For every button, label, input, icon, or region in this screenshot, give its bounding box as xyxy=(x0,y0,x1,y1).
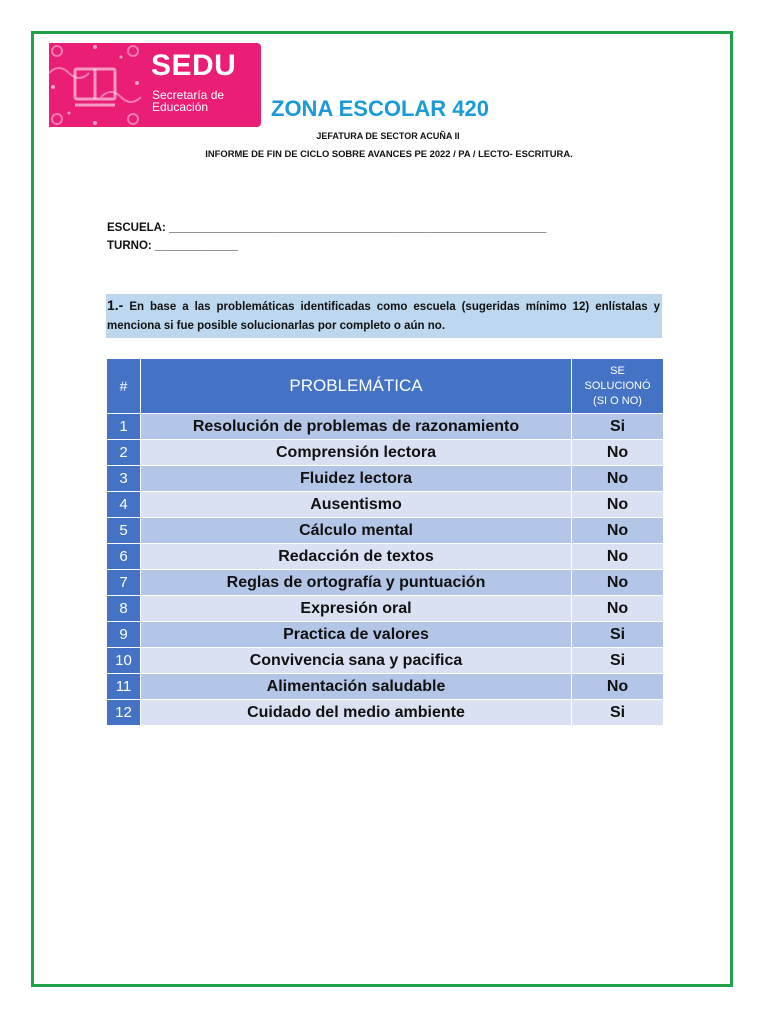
table-row xyxy=(107,414,664,440)
shift-field: TURNO: _____________ xyxy=(107,240,239,252)
row-solved: Si xyxy=(572,622,664,648)
row-solved: No xyxy=(572,674,664,700)
row-solved: No xyxy=(572,518,664,544)
row-solved: No xyxy=(572,596,664,622)
row-number: 3 xyxy=(107,466,141,492)
row-number: 9 xyxy=(107,622,141,648)
table-row xyxy=(107,544,664,570)
report-subtitle: INFORME DE FIN DE CICLO SOBRE AVANCES PE 2022 / PA / LECTO- ESCRITURA. xyxy=(205,148,573,159)
row-number: 7 xyxy=(107,570,141,596)
row-solved: No xyxy=(572,492,664,518)
row-problem: Resolución de problemas de razonamiento xyxy=(141,414,572,440)
header-solved-line-1: SE xyxy=(610,364,625,377)
row-solved: No xyxy=(572,466,664,492)
table-row xyxy=(107,700,664,726)
row-problem: Redacción de textos xyxy=(141,544,572,570)
logo-subtitle-line-1: Secretaría de xyxy=(152,88,225,102)
row-solved: Si xyxy=(572,700,664,726)
row-problem: Cuidado del medio ambiente xyxy=(141,700,572,726)
row-problem: Fluidez lectora xyxy=(141,466,572,492)
row-problem: Practica de valores xyxy=(141,622,572,648)
row-problem: Alimentación saludable xyxy=(141,674,572,700)
row-number: 12 xyxy=(107,700,141,726)
row-problem: Expresión oral xyxy=(141,596,572,622)
row-solved: No xyxy=(572,544,664,570)
header-solved xyxy=(572,359,664,414)
problems-table xyxy=(106,358,664,726)
row-number: 6 xyxy=(107,544,141,570)
table-row xyxy=(107,648,664,674)
row-problem: Comprensión lectora xyxy=(141,440,572,466)
header-solved-line-2: SOLUCIONÓ xyxy=(584,379,651,392)
header-solved-line-3: (SI O NO) xyxy=(593,394,642,407)
row-problem: Cálculo mental xyxy=(141,518,572,544)
row-solved: Si xyxy=(572,648,664,674)
logo-subtitle-line-2: Educación xyxy=(152,100,209,114)
logo-wordmark: SEDU xyxy=(151,49,237,82)
table-row xyxy=(107,466,664,492)
table-row xyxy=(107,518,664,544)
header-number: # xyxy=(107,359,141,414)
row-number: 11 xyxy=(107,674,141,700)
row-number: 5 xyxy=(107,518,141,544)
row-problem: Reglas de ortografía y puntuación xyxy=(141,570,572,596)
sector-subtitle: JEFATURA DE SECTOR ACUÑA II xyxy=(316,131,460,141)
table-row xyxy=(107,492,664,518)
row-number: 8 xyxy=(107,596,141,622)
row-solved: No xyxy=(572,440,664,466)
book-emblem-icon xyxy=(49,43,141,127)
row-solved: Si xyxy=(572,414,664,440)
table-row xyxy=(107,596,664,622)
logo-subtitle xyxy=(152,89,257,113)
row-problem: Ausentismo xyxy=(141,492,572,518)
question-number: 1.- xyxy=(107,297,124,313)
question-text: En base a las problemáticas identificadas como escuela (sugeridas mínimo 12) enlístalas y menciona si fue posible solucionarlas por completo o aún no. xyxy=(107,301,660,332)
row-solved: No xyxy=(572,570,664,596)
sedu-logo xyxy=(49,43,261,127)
table-row xyxy=(107,622,664,648)
question-box xyxy=(106,294,662,338)
row-number: 10 xyxy=(107,648,141,674)
document-title: ZONA ESCOLAR 420 xyxy=(271,96,490,121)
table-row xyxy=(107,440,664,466)
header-problem: PROBLEMÁTICA xyxy=(141,359,572,414)
row-number: 1 xyxy=(107,414,141,440)
row-number: 4 xyxy=(107,492,141,518)
school-field: ESCUELA: ___________________________________________________________ xyxy=(107,222,547,234)
row-number: 2 xyxy=(107,440,141,466)
row-problem: Convivencia sana y pacifica xyxy=(141,648,572,674)
table-row xyxy=(107,570,664,596)
table-header-row xyxy=(107,359,664,414)
table-row xyxy=(107,674,664,700)
